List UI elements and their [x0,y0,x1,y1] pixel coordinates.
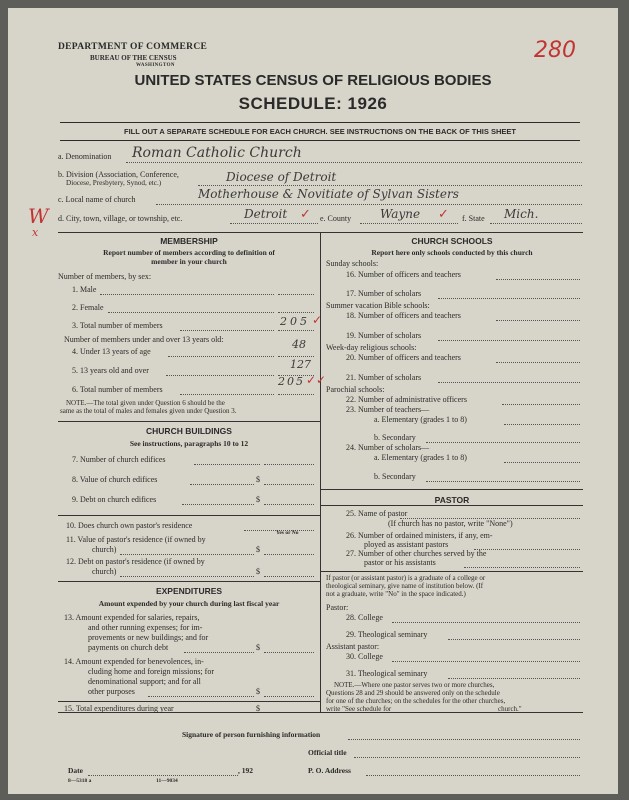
county-value: Wayne [380,207,421,221]
q13-label-4: payments on church debt [88,643,169,652]
graduate-note-1: If pastor (or assistant pastor) is a graduate of a college or [326,574,486,582]
census-schedule-sheet [8,8,618,794]
q23-label: 23. Number of teachers— [346,405,430,414]
q10-label: 10. Does church own pastor's residence [66,521,193,530]
q19-label: 19. Number of scholars [346,331,422,340]
county-label: e. County [320,214,352,223]
q9-dollar: $ [256,495,260,504]
department-label: DEPARTMENT OF COMMERCE [58,42,208,52]
pastor-note-3: for one of the churches; on the schedules for the other churches, [326,697,506,705]
q16-label: 16. Number of officers and teachers [346,270,461,279]
check-mark-icon: ✓ [300,206,311,221]
q23b-label: b. Secondary [374,433,416,442]
membership-sub-2: member in your church [151,257,227,266]
q31-label: 31. Theological seminary [346,669,428,678]
local-name-label: c. Local name of church [58,195,136,204]
schedule-title: SCHEDULE: 1926 [238,94,388,113]
q14-label-2: cluding home and foreign missions; for [88,667,214,676]
q9-label: 9. Debt on church edifices [72,495,157,504]
instruction-bar: FILL OUT A SEPARATE SCHEDULE FOR EACH CHURCH. SEE INSTRUCTIONS ON THE BACK OF THIS SHEET [60,122,580,141]
denomination-value: Roman Catholic Church [132,145,302,161]
q7-label: 7. Number of church edifices [72,455,166,464]
q24a-label: a. Elementary (grades 1 to 8) [374,453,467,462]
division-label: b. Division (Association, Conference, [58,170,179,179]
graduate-note-2: theological seminary, give name of institution below. (If [326,582,484,590]
q22-label: 22. Number of administrative officers [346,395,467,404]
q11-label-2: church) [92,545,117,554]
q20-label: 20. Number of officers and teachers [346,353,461,362]
q3-label: 3. Total number of members [72,321,163,330]
yes-no-label: Yes or No [276,530,299,536]
q6-label: 6. Total number of members [72,385,163,394]
membership-note-1: NOTE.—The total given under Question 6 should be the [66,399,225,407]
q12-label: 12. Debt on pastor's residence (if owned by [66,557,205,566]
q3-value: 205 [280,315,310,328]
check-mark-icon: ✓✓ [306,373,327,387]
q24b-label: b. Secondary [374,472,416,481]
year-label: , 192 [238,766,253,775]
denomination-label: a. Denomination [58,152,112,161]
q15-dollar: $ [256,704,260,713]
assistant-subheading: Assistant pastor: [326,642,380,651]
q21-label: 21. Number of scholars [346,373,422,382]
pastor-note-5: church." [498,705,522,713]
q4-label: 4. Under 13 years of age [72,347,151,356]
q8-dollar: $ [256,475,260,484]
form-number: 8—5318 a [68,778,92,784]
signature-label: Signature of person furnishing information [182,730,321,739]
weekday-label: Week-day religious schools: [326,343,417,352]
q5-value: 127 [290,358,311,371]
q24-label: 24. Number of scholars— [346,443,430,452]
q23a-label: a. Elementary (grades 1 to 8) [374,415,467,424]
sunday-label: Sunday schools: [326,259,379,268]
q27-label: 27. Number of other churches served by the [346,549,487,558]
state-value: Mich. [504,207,539,221]
division-value: Diocese of Detroit [226,170,337,184]
q12-label-2: church) [92,567,117,576]
q15-label: 15. Total expenditures during year [64,704,174,713]
q14-label: 14. Amount expended for benevolences, in- [64,657,204,666]
age-line-label: Number of members under and over 13 years old: [64,335,224,344]
location-label: WASHINGTON [136,63,175,68]
q13-label-2: and other running expenses; for im- [88,623,203,632]
expenditures-heading: EXPENDITURES [155,586,223,596]
date-label: Date [68,766,83,775]
q6-value: 205 [278,375,305,388]
state-label: f. State [462,214,485,223]
expenditures-sub: Amount expended by your church during last fiscal year [98,599,280,608]
city-value: Detroit [244,207,288,221]
pastor-heading: PASTOR [434,495,470,505]
q13-label: 13. Amount expended for salaries, repairs, [64,613,200,622]
q8-label: 8. Value of church edifices [72,475,158,484]
official-title-label: Official title [308,748,347,757]
q18-label: 18. Number of officers and teachers [346,311,461,320]
schools-heading: CHURCH SCHOOLS [411,236,493,246]
pastor-note-1: NOTE.—Where one pastor serves two or more churches, [334,681,495,689]
graduate-note-3: not a graduate, write "No" in the space indicated.) [326,590,466,598]
q25-label: 25. Name of pastor [346,509,408,518]
pastor-note-4: write "See schedule for [326,705,392,713]
pastor-subheading: Pastor: [326,603,349,612]
pastor-note-2: Questions 28 and 29 should be answered only on the schedule [326,689,500,697]
print-number: 11—9034 [156,778,178,784]
q1-label: 1. Male [72,285,97,294]
q11-label: 11. Value of pastor's residence (if owned by [66,535,206,544]
parochial-label: Parochial schools: [326,385,385,394]
q4-value: 48 [292,338,306,351]
buildings-sub: See instructions, paragraphs 10 to 12 [129,439,249,448]
check-mark-icon: ✓ [438,206,449,221]
q11-dollar: $ [256,545,260,554]
q25-note: (If church has no pastor, write "None") [388,519,513,528]
city-label: d. City, town, village, or township, etc. [58,214,183,223]
membership-sub-1: Report number of members according to definition of [103,248,275,257]
margin-w-mark: W [28,204,49,228]
q26-label: 26. Number of ordained ministers, if any, em- [346,531,493,540]
q27-label-2: pastor or his assistants [364,558,436,567]
bureau-label: BUREAU OF THE CENSUS [90,54,177,62]
buildings-heading: CHURCH BUILDINGS [146,426,232,436]
q30-label: 30. College [346,652,383,661]
po-address-label: P. O. Address [308,766,351,775]
membership-note-2: same as the total of males and females given under Question 3. [60,407,237,415]
summer-label: Summer vacation Bible schools: [326,301,430,310]
q13-dollar: $ [256,643,260,652]
local-name-value: Motherhouse & Novitiate of Sylvan Sisters [198,187,459,201]
members-by-sex-label: Number of members, by sex: [58,272,152,281]
q28-label: 28. College [346,613,383,622]
q29-label: 29. Theological seminary [346,630,428,639]
division-label-2: Diocese, Presbytery, Synod, etc.) [66,179,162,187]
q13-label-3: provements or new buildings; and for [88,633,209,642]
form-title: UNITED STATES CENSUS OF RELIGIOUS BODIES [134,72,492,89]
margin-x-mark: x [32,226,39,239]
check-mark-icon: ✓ [312,313,323,327]
q26-label-2: ployed as assistant pastors [364,540,449,549]
membership-heading: MEMBERSHIP [160,236,218,246]
q2-label: 2. Female [72,303,104,312]
q14-label-3: denominational support; and for all [88,677,201,686]
q5-label: 5. 13 years old and over [72,366,149,375]
q14-dollar: $ [256,687,260,696]
q14-label-4: other purposes [88,687,135,696]
page-number: 280 [534,38,576,63]
q12-dollar: $ [256,567,260,576]
schools-sub: Report here only schools conducted by this church [371,248,533,257]
q17-label: 17. Number of scholars [346,289,422,298]
